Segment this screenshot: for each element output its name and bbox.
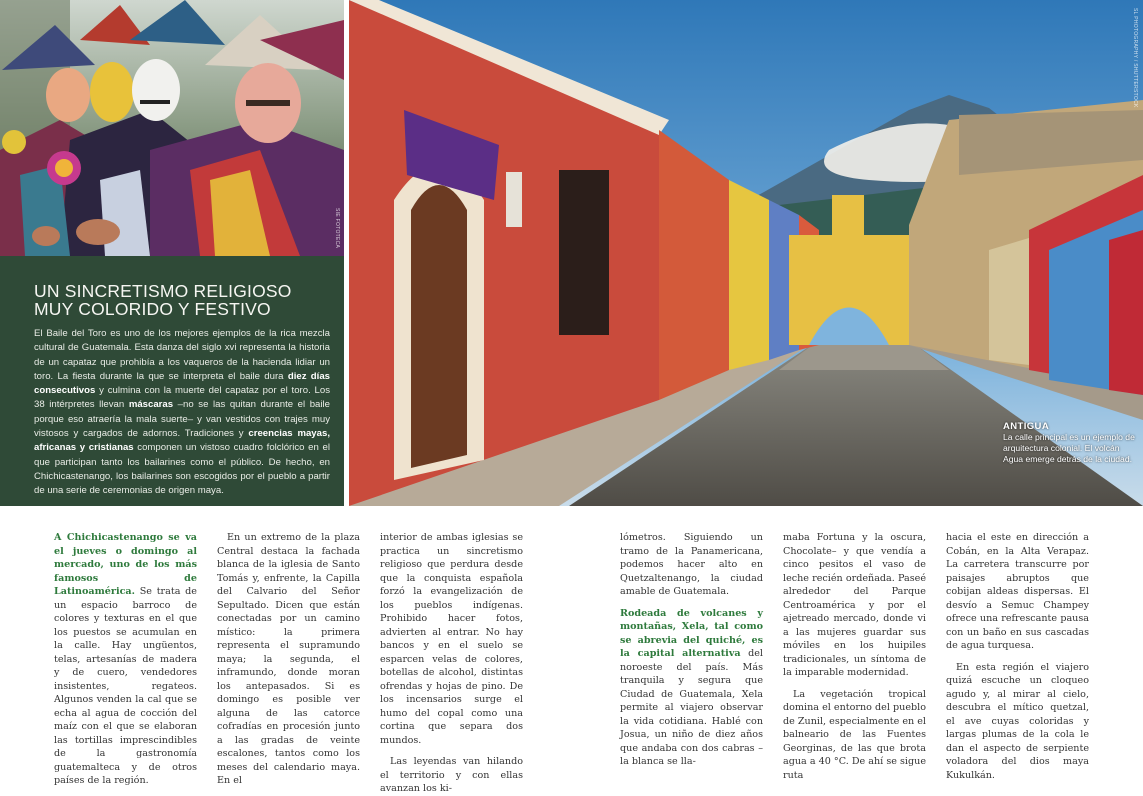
sidebar-bold-2: máscaras <box>128 399 174 411</box>
column-4-lead: Rodeada de volcanes y montañas, Xela, tal como se abrevia del quiché, es la capital alternativa <box>620 607 763 659</box>
text-column-6 <box>946 531 1089 782</box>
column-3-paragraph-1: interior de ambas iglesias se practica un sincretismo religioso que perdura desde que la conquista española forzó la evangelización de los pueblos indígenas. Prohibido hacer fotos, advierten al entrar. No hay bancos y en el suelo se esparcen velas de colores, botellas de alcohol, distintas ofrendas y hojas de pino. De los incensarios surge el humo del copal como una cortina que separa dos mundos. <box>380 532 523 746</box>
column-1-lead: A Chichicastenango se va el jueves o domingo al mercado, uno de los más famosos de Latinoamérica. <box>54 532 197 597</box>
column-1-text: Se trata de un espacio barroco de colores y texturas en el que los puestos se acumulan en la calle. Hay ungüentos, telas, artesanías de madera y de cuero, vendedores insistentes, regateos. Algunos venden la cal que se echa al agua de cocción del maíz con el que se elaboran las tortillas imprescindibles de la gastronomía guatemalteca y de otros países de la región. <box>54 586 197 786</box>
photo-credit-antigua: SL PHOTOGRAPHY / SHUTTERSTOCK <box>1132 8 1138 108</box>
sidebar-bold-1: diez días consecutivos <box>34 370 330 397</box>
sidebar-text-1: El Baile del Toro es uno de los mejores ejemplos de la rica mezcla cultural de Guatemala. Esta danza del siglo xvi representa la historia de un capataz que prohibía a los vaqueros de la hacienda lidiar un toro. La fiesta durante la que se interpreta el baile dura <box>34 328 330 382</box>
sidebar-text-4: componen un vistoso cuadro folclórico en el que participan tanto los bailarines como el público. De hecho, en Chichicastenango, los bailarines son escogidos por el pueblo a partir de una serie de ceremonias de origen maya. <box>34 442 330 497</box>
sidebar-title-line2: MUY COLORIDO Y FESTIVO <box>34 299 271 319</box>
text-column-2 <box>217 531 360 788</box>
sidebar-box <box>0 256 344 506</box>
text-column-3 <box>380 531 523 796</box>
photo-caption <box>1003 421 1135 466</box>
sidebar-title-line1: UN SINCRETISMO RELIGIOSO <box>34 281 292 301</box>
column-6-paragraph-1: hacia el este en dirección a Cobán, en la Alta Verapaz. La carretera transcurre por paisajes abruptos que cobijan aldeas dispersas. El desvío a Semuc Champey ofrece una refrescante pausa con un baño en sus cascadas de agua turquesa. <box>946 532 1089 651</box>
masked-dancers-photo <box>0 0 344 256</box>
photo-credit-masks: SIE FOTOTECA <box>334 208 340 249</box>
column-2-text: En un extremo de la plaza Central destaca la fachada blanca de la iglesia de Santo Tomás y, enfrente, la Capilla del Calvario del Señor Sepultado. Dicen que están conectadas por un camino místico: la primera representa el supramundo maya; la segunda, el inframundo, donde moran los antepasados. Si es domingo es posible ver alguna de las catorce cofradías en procesión junto a las gradas de veinte escalones, tantos como los meses del calendario maya. En el <box>217 532 360 786</box>
column-6-paragraph-2: En esta región el viajero quizá escuche un cloqueo agudo y, al mirar al cielo, descubra el mítico quetzal, el ave cuyas coloridas y largas plumas de la cola le dan el aspecto de serpiente voladora del dios maya Kukulkán. <box>946 661 1089 781</box>
sidebar-text-2: y culmina con la muerte del capataz por el toro. Los 38 intérpretes llevan <box>34 385 330 411</box>
sidebar-body <box>34 327 330 499</box>
column-5-paragraph-1: maba Fortuna y la oscura, Chocolate– y que vendía a cinco pesitos el vaso de leche recién ordeñada. Paseé alrededor del Parque Centroamérica y por el ajetreado mercado, donde vi a las mujeres guardar sus móviles en los huipiles tradicionales, un síntoma de la imparable modernidad. <box>783 532 926 678</box>
text-column-1 <box>54 531 197 788</box>
text-column-4 <box>620 531 763 769</box>
column-4-paragraph-2: del noroeste del país. Más tranquila y segura que Ciudad de Guatemala, Xela permite al viajero observar la vida cotidiana. Hablé con Josua, un niño de diez años que andaba con dos cabras –la blanca se lla- <box>620 648 763 767</box>
text-column-5 <box>783 531 926 782</box>
masked-dancers-illustration <box>0 0 344 256</box>
caption-text: La calle principal es un ejemplo de arquitectura colonial. El volcán Agua emerge detrás de la ciudad. <box>1003 432 1135 465</box>
sidebar-bold-3: creencias mayas, africanas y cristianas <box>34 428 330 454</box>
column-5-paragraph-2: La vegetación tropical domina el entorno del pueblo de Zunil, especialmente en el balneario de las Fuentes Georginas, de las que brota agua a 40 °C. De ahí se sigue ruta <box>783 688 926 781</box>
sidebar-title <box>34 282 330 318</box>
column-4-paragraph-1: lómetros. Siguiendo un tramo de la Panamericana, podemos hacer alto en Quetzaltenango, la ciudad amable de Guatemala. <box>620 532 763 597</box>
caption-title: ANTIGUA <box>1003 421 1050 432</box>
column-3-paragraph-2: Las leyendas van hilando el territorio y con ellas avanzan los ki- <box>380 756 523 794</box>
sidebar-text-3: –no se las quitan durante el baile porque eso atraería la mala suerte– y van vestidos con trajes muy vistosos y cargados de adornos. Tradiciones y <box>34 399 330 440</box>
